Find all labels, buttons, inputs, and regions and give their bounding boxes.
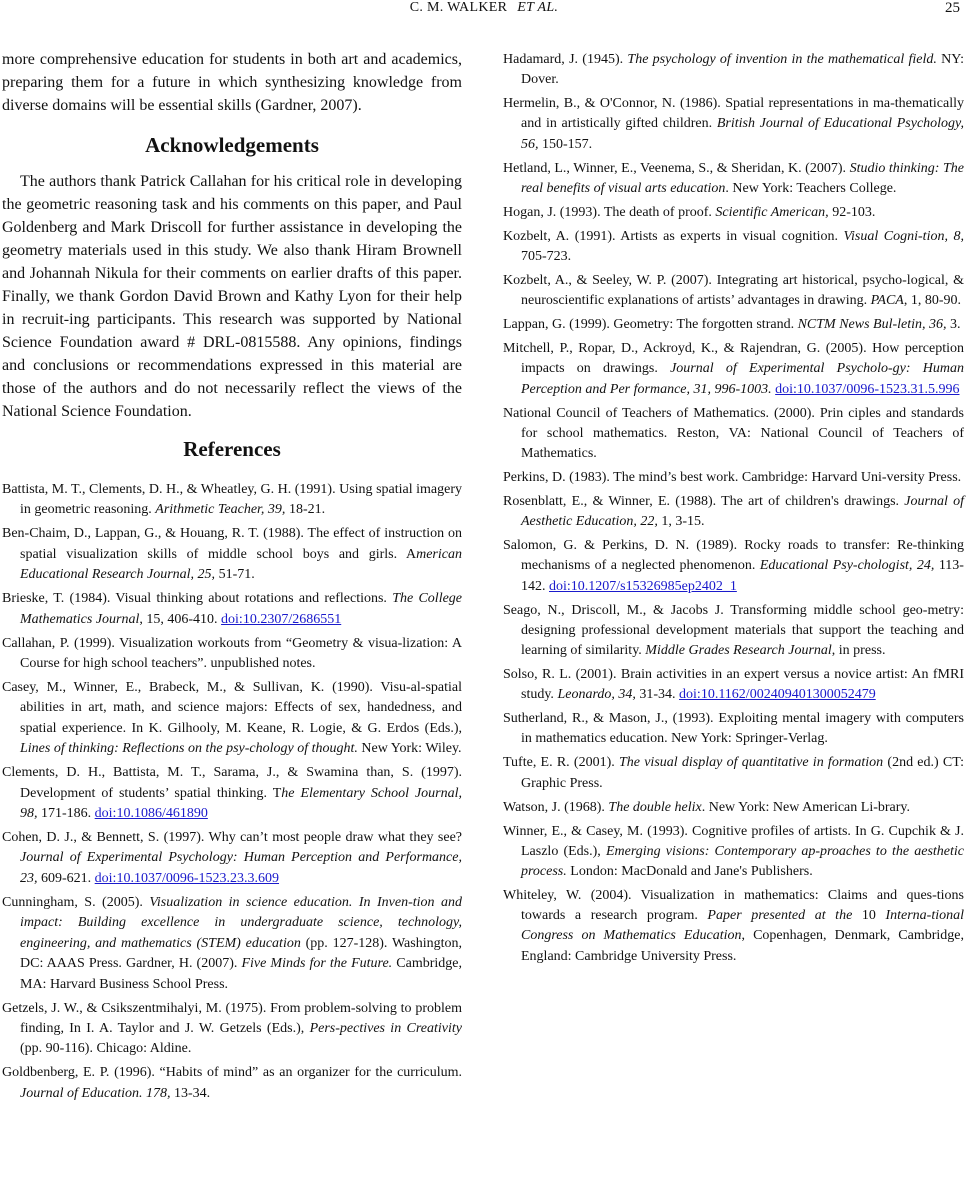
reference-text: Cohen, D. J., & Bennett, S. (1997). Why can’t most people draw what they see? [2,830,462,846]
reference-text: Solso, R. L. (2001). Brain activities in an expert versus a novice artist: An fMRI study. [503,667,964,703]
reference-entry [503,50,964,90]
reference-italic-text: Studio thinking: The real benefits of visual arts education [521,160,965,196]
acknowledgements-paragraph: The authors thank Patrick Callahan for his critical role in developing the geometric reasoning task and his comments on this paper, and Paul Goldenberg and Mark Driscoll for further assistance in developing the geometry materials used in this study. We also thank Hiram Brownell and Johannah Nikula for their comments on earlier drafts of this paper. Finally, we thank Gordon David Brown and Kathy Lyon for their help in recruit-ing participants. This research was supported by National Science Foundation award # DRL-0815588. Any opinions, findings and conclusions or recommendations expressed in this material are those of the authors and do not necessarily reflect the views of the National Science Foundation. [2,173,462,420]
reference-italic-text: Journal of Aesthetic Education, 22, [521,494,964,530]
reference-text: Mitchell, P., Ropar, D., Ackroyd, K., & Rajendran, G. (2005). How perception impacts on drawings. [503,341,964,377]
reference-italic-text: Scientific American, [715,204,829,220]
reference-italic-text: Lines of thinking: Reflections on the psy-chology of thought. [20,741,358,757]
reference-text: 18-21. [285,502,326,518]
reference-list-right [503,50,964,967]
reference-entry [503,753,964,793]
reference-text: Callahan, P. (1999). Visualization workouts from “Geometry & visua-lization: A Course for high school teachers”. unpublished notes. [2,635,462,672]
intro-paragraph: more comprehensive education for students in both art and academics, preparing them for a future in which synthesizing knowledge from diverse domains will be essential skills (Gardner, 2007). [2,51,462,114]
reference-text: Kozbelt, A. (1991). Artists as experts in visual cognition. [503,228,844,244]
reference-text: Lappan, G. (1999). Geometry: The forgotten strand. [503,317,798,333]
reference-entry [503,271,964,311]
reference-text: 10 [852,908,886,924]
reference-entry [503,886,964,967]
references-heading: References [183,437,281,461]
reference-entry [2,678,462,760]
reference-entry [503,203,964,223]
reference-text: Watson, J. (1968). [503,799,609,815]
reference-italic-text: Emerging visions: Contemporary ap-proaches to the aesthetic process. [521,843,964,880]
reference-entry [503,227,964,267]
reference-italic-text: The College Mathematics Journal [20,591,463,627]
doi-link[interactable]: doi:10.1037/0096-1523.23.3.609 [94,870,280,886]
reference-text: , in press. [831,643,886,659]
reference-text: Rosenblatt, E., & Winner, E. (1988). The art of children's drawings. [503,494,905,510]
left-column [2,48,462,1108]
reference-text: Hetland, L., Winner, E., Veenema, S., & Sheridan, K. (2007). [503,160,850,176]
right-column [503,50,964,971]
doi-link[interactable]: doi:10.1162/002409401300052479 [679,687,876,703]
reference-italic-text: PACA [870,293,904,309]
reference-entry [2,999,462,1060]
reference-italic-text: Leonardo, 34, [557,687,636,703]
reference-text: Getzels, J. W., & Csikszentmihalyi, M. (1975). From problem-solving to problem finding, In I. A. Taylor and J. W. Getzels (Eds.), [2,1000,462,1036]
reference-text: 1, 3-15. [657,514,705,530]
page-header [0,0,968,24]
reference-italic-text: Visual Cogni-tion, 8, [843,228,964,244]
reference-text: Cambridge, MA: Harvard Business School Press. [20,956,462,992]
reference-text: New York: Wiley. [357,741,462,757]
reference-entry [503,315,964,335]
reference-text: Salomon, G. & Perkins, D. N. (1989). Rocky roads to transfer: Re-thinking mechanisms of a neglected phenomenon. [503,538,964,574]
reference-italic-text: Five Minds for the Future. [241,956,393,972]
reference-italic-text: Visualization in science education. In Inven-tion and impact: Building excellence in undergraduate science, technology, engineering, and mathematics (STEM) education [20,894,462,951]
reference-text: , Copenhagen, Denmark, Cambridge, England: Cambridge University Press. [521,928,964,964]
reference-entry [503,468,964,488]
reference-text: 705-723. [521,249,572,265]
reference-entry [503,339,964,400]
reference-entry [503,159,964,199]
reference-text: 609-621. [37,870,95,886]
reference-text: Hadamard, J. (1945). [503,52,628,67]
reference-text: , 15, 406-410. [139,611,222,627]
reference-text: Battista, M. T., Clements, D. H., & Wheatley, G. H. (1991). Using spatial imagery in geometric reasoning. [2,482,462,518]
reference-entry [503,709,964,749]
reference-italic-text: The psychology of invention in the mathematical field. [627,52,937,67]
reference-entry [2,634,462,675]
reference-text: Clements, D. H., Battista, M. T., Sarama, J., & Swamina than, S. (1997). Development of students’ spatial thinking. T [2,765,462,801]
reference-text: Ben-Chaim, D., Lappan, G., & Houang, R. T. (1988). The effect of instruction on spatial visualization skills of middle school boys and girls. A [2,526,462,562]
reference-text: 150-157. [538,136,593,152]
doi-link[interactable]: doi:10.1207/s15326985ep2402_1 [549,578,737,594]
reference-text: Kozbelt, A., & Seeley, W. P. (2007). Integrating art historical, psycho-logical, & neuroscientific explanations of artists’ advantages in drawing. [503,273,964,309]
reference-text: 13-34. [170,1085,211,1101]
reference-text: Casey, M., Winner, E., Brabeck, M., & Sullivan, K. (1990). Visu-al-spatial abilities in art, math, and science majors: Effects of sex, handedness, and spatial experience. In K. Gilhooly, M. Keane, R. Logie, & G. Erdos (Eds.), [2,680,462,736]
reference-text: . New York: Teachers College. [725,180,897,196]
reference-italic-text: he Elementary School Journal, 98, [20,785,463,822]
reference-text: Whiteley, W. (2004). Visualization in mathematics: Claims and ques-tions towards a research program. [503,888,964,924]
reference-text: National Council of Teachers of Mathematics. (2000). Prin ciples and standards for school mathematics. Reston, VA: National Council of Teachers of Mathematics. [503,405,964,462]
reference-entry [2,524,462,585]
reference-text: London: MacDonald and Jane's Publishers. [566,864,813,880]
reference-text: . New York: New American Li-brary. [701,799,910,815]
reference-italic-text: NCTM News Bul-letin, 36, [797,317,947,333]
reference-text: Perkins, D. (1983). The mind’s best work. Cambridge: Harvard Uni-versity Press. [503,470,962,486]
reference-text: Goldbenberg, E. P. (1996). “Habits of mind” as an organizer for the curriculum. [2,1065,462,1081]
reference-text: Brieske, T. (1984). Visual thinking about rotations and reflections. [2,591,393,607]
reference-text: 3. [946,317,961,333]
reference-entry [2,589,462,630]
reference-entry [503,798,964,818]
reference-italic-text: The visual display of quantitative in formation [618,755,884,771]
reference-entry [503,665,964,705]
reference-text: 171-186. [37,806,95,822]
reference-text: (pp. 90-116). Chicago: Aldine. [20,1041,192,1057]
reference-text: (pp. 127-128). Washington, DC: AAAS Press. Gardner, H. (2007). [20,935,462,972]
reference-italic-text: Arithmetic Teacher, 39, [155,502,286,518]
running-head-etal: ET AL. [517,0,559,15]
doi-link[interactable]: doi:10.2307/2686551 [221,611,342,627]
reference-italic-text: Interna-tional Congress on Mathematics Education [521,908,965,944]
running-head [0,0,968,16]
reference-text: Cunningham, S. (2005). [2,894,150,910]
reference-entry [503,492,964,532]
reference-entry [503,536,964,597]
reference-text: 113-142. [521,558,964,594]
reference-italic-text: Journal of Experimental Psycholo-gy: Human Perception and Per formance, 31, 996-1003. [521,361,964,397]
acknowledgements-heading: Acknowledgements [145,133,319,157]
reference-entry [503,601,964,662]
reference-italic-text: Paper presented at the [707,908,853,924]
reference-entry [2,828,462,889]
reference-text: Winner, E., & Casey, M. (1993). Cognitive profiles of artists. In G. Cupchik & J. Laszlo (Eds.), [503,823,964,859]
page-number: 25 [945,0,960,16]
reference-entry [2,893,462,995]
reference-text: Tufte, E. R. (2001). [503,755,619,771]
reference-italic-text: Middle Grades Research Journal [645,643,832,659]
reference-italic-text: merican Educational Research Journal, 25, [20,546,462,583]
reference-text: (2nd ed.) CT: Graphic Press. [521,755,964,791]
reference-text: , 1, 80-90. [903,293,962,309]
doi-link[interactable]: doi:10.1037/0096-1523.31.5.996 [775,381,960,397]
reference-italic-text: Journal of Experimental Psychology: Human Perception and Performance, 23, [20,850,462,886]
reference-text: 51-71. [215,567,255,583]
reference-text: NY: Dover. [521,52,964,88]
running-head-author: C. M. WALKER [409,0,508,15]
reference-text: 31-34. [635,687,680,703]
reference-italic-text: Educational Psy-chologist, 24, [759,558,935,574]
reference-text: Hogan, J. (1993). The death of proof. [503,204,716,220]
reference-entry [503,822,964,883]
reference-italic-text: The double helix [608,799,702,815]
reference-entry [503,94,964,155]
reference-entry [2,480,462,521]
reference-italic-text: British Journal of Educational Psychology, 56, [521,116,964,152]
reference-italic-text: Journal of Education. 178, [20,1085,171,1101]
reference-list-left [2,480,462,1104]
reference-text: 92-103. [828,204,876,220]
reference-text: Seago, N., Driscoll, M., & Jacobs J. Transforming middle school geo-metry: designing professional development materials that support the teaching and learning of similarity. [503,602,964,659]
reference-italic-text: Pers-pectives in Creativity [309,1020,462,1036]
doi-link[interactable]: doi:10.1086/461890 [94,806,208,822]
reference-entry [2,763,462,824]
reference-text: Hermelin, B., & O'Connor, N. (1986). Spatial representations in ma-thematically and in artistically gifted children. [503,96,964,132]
reference-text: Sutherland, R., & Mason, J., (1993). Exploiting mental imagery with computers in mathematics education. New York: Springer-Verlag. [503,711,964,747]
reference-entry [2,1063,462,1104]
reference-entry [503,404,964,465]
